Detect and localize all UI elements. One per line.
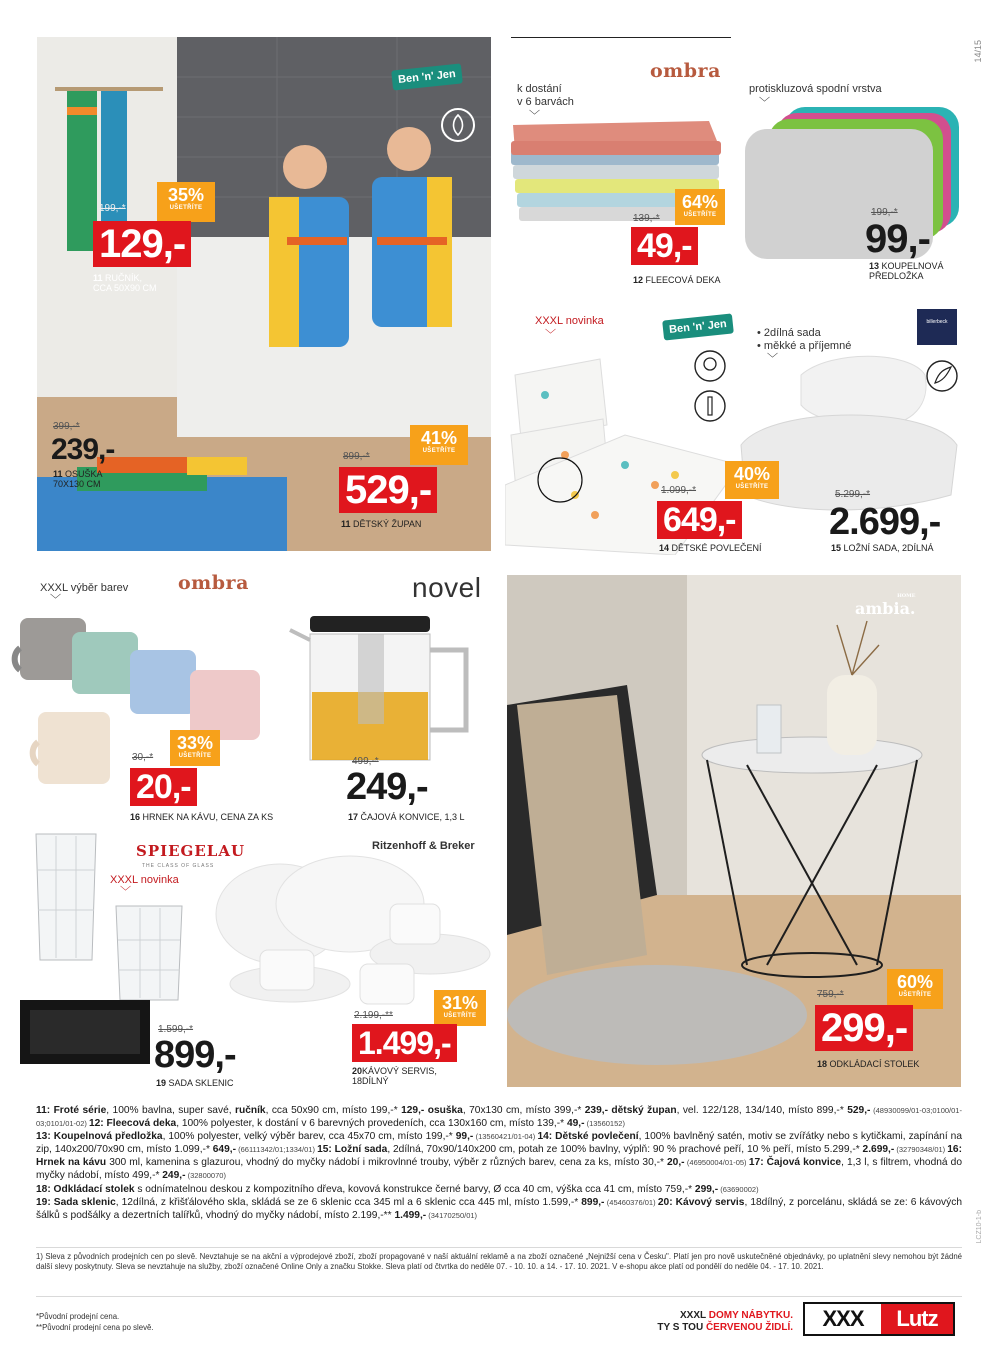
ombra-logo: ombra (650, 60, 721, 82)
desc-para-3: 18: Odkládací stolek s odnímatelnou deskou z kompozitního dřeva, kovová konstrukce černé barvy, Ø cca 40 cm, výška cca 41 cm, místo 759,-* 299,- (63690002) (36, 1183, 759, 1195)
robe-discount-badge: 41% UŠETŘÍTE (410, 425, 468, 465)
bath-towel-price: 239,- (51, 433, 115, 466)
teapot-old-price: 499,-* (352, 756, 379, 767)
bathmat-caption: 13 KOUPELNOVÁ PŘEDLOŽKA (869, 261, 944, 281)
benjen-logo: Ben 'n' Jen (391, 63, 463, 90)
billerbeck-logo: billerbeck (917, 309, 957, 345)
document-code: LCZ10-1-b (976, 1210, 983, 1244)
glasses-old-price: 1.599,-* (158, 1024, 194, 1035)
table-price: 299,- (815, 1005, 913, 1051)
robe-old-price: 899,-* (343, 451, 370, 462)
glasses-price: 899,- (154, 1034, 236, 1076)
arrow-down-icon: ﹀ (120, 886, 131, 898)
xxxl-novinka-note: XXXL novinka (535, 315, 604, 327)
textiles-panel (505, 37, 961, 297)
desc-para-2: 13: Koupelnová předložka, 100% polyester, velký výběr barev, cca 45x70 cm, místo 199,-* 99,- (13560421/01-04) 14: Dětské povlečení, 100% bavlněný satén, motiv se zvířátky nebo s kytičkami, zapínání na zip, 140x200/70x90 cm, místo 1.099,-* 649,- (66111342/01;1334/01) 15: Ložní sada, 2dílná, 70x90/140x200 cm, potah ze 100% bavlny, výplň: 90 % prachové peří, 10 % peří, místo 5.299,-* 2.699,- (32790348/01) 16: Hrnek na kávu 300 ml, kamenina s glazurou, vhodný do myčky nádobí i mikrovlnné trouby, výběr z různých barev, cena za ks, místo 30,-* 20,- (46950004/01-05) 17: Čajová konvice, 1,3 l, s filtrem, vhodná do myčky nádobí, místo 499,-* 249,- (32800070) (36, 1131, 962, 1182)
footnote: 1) Sleva z původních prodejních cen po slevě. Nevztahuje se na akční a výprodejové zboží, zboží propagované v naší aktuální reklamě a na zboží označené „Nejnižší cena v Česku". Platí jen pro nově uskutečněné objednávky, po uplatnění slevy nemohou být žádné další slevy poskytnuty. Sleva se nevztahuje na služby, zboží označené Online Only a značku Stokke. Sleva platí od čtvrtka do neděle 07. - 10. 10. a 14. - 17. 10. 2021. V e-shopu akce platí od pondělí do neděle 04. - 17. 10. 2021. (36, 1252, 962, 1271)
bedding-caption: 14 DĚTSKÉ POVLEČENÍ (659, 543, 762, 553)
xxxl-colors-note: XXXL výběr barev (40, 582, 129, 594)
bedding-discount-badge: 40% UŠETŘÍTE (725, 461, 779, 499)
fleece-old-price: 139,-* (633, 213, 660, 224)
robe-caption: 11 DĚTSKÝ ŽUPAN (341, 519, 422, 529)
coffee-discount-badge: 31% UŠETŘÍTE (434, 990, 486, 1026)
desc-para-4: 19: Sada sklenic, 12dílná, z křišťálového skla, skládá se ze 6 sklenic cca 345 ml a 6 sklenic cca 445 ml, místo 1.599,-* 899,- (45460376/01) 20: Kávový servis, 18dílný, z porcelánu, skládá se ze: 6 kávových šálků s podšálky a dezertních talířků, vhodný do myčky nádobí, místo 2.199,-** 1.499,- (34170250/01) (36, 1196, 962, 1221)
glasses-caption: 19 SADA SKLENIC (156, 1078, 234, 1088)
benjen-logo-2: Ben 'n' Jen (662, 313, 734, 340)
product-descriptions (36, 1104, 962, 1222)
coffee-old-price: 2.199,-** (354, 1010, 393, 1021)
fleece-caption: 12 FLEECOVÁ DEKA (633, 275, 721, 285)
desc-para-1: 11: Froté série, 100% bavlna, super savé, ručník, cca 50x90 cm, místo 199,-* 129,- osuška, 70x130 cm, místo 399,-* 239,- dětský župan, vel. 122/128, 134/140, místo 899,-* 529,- (48930099/01-03;0100/01-03;0101/01-02) 12: Fleecová deka, 100% polyester, k dostání v 6 barevných provedeních, cca 130x160 cm, místo 139,-* 49,- (13560152) (36, 1105, 962, 1130)
tableware-panel (10, 830, 496, 1092)
bathmat-price: 99,- (865, 217, 930, 261)
robe-price: 529,- (339, 467, 437, 513)
spiegelau-tagline: THE CLASS OF GLASS (142, 863, 215, 869)
xxxl-slogan: XXXL DOMY NÁBYTKU. TY S TOU ČERVENOU ŽIDLÍ. (657, 1310, 793, 1333)
logo-lutz-part: Lutz (881, 1304, 953, 1334)
coffee-price: 1.499,- (352, 1024, 457, 1062)
legend-original-price: *Původní prodejní cena. (36, 1312, 120, 1321)
duvet-points-note: • 2dílná sada • měkké a příjemné (757, 327, 852, 352)
top-rule (511, 37, 731, 38)
towel-old-price: 199,-* (99, 203, 126, 214)
xxxl-novinka-note-2: XXXL novinka (110, 874, 179, 886)
fleece-price: 49,- (631, 227, 698, 265)
footnote-divider (36, 1247, 962, 1248)
kitchen-panel (10, 570, 496, 830)
towel-price: 129,- (93, 221, 191, 267)
xxxlutz-logo (803, 1302, 955, 1336)
organic-cotton-icon (440, 107, 476, 143)
fleece-discount-badge: 64% UŠETŘÍTE (675, 189, 725, 225)
ambia-home-label: HOME (897, 593, 916, 599)
towel-caption: 11 RUČNÍK, CCA 50X90 CM (93, 273, 157, 293)
teapot-photo (286, 610, 482, 770)
bedding-panel (505, 305, 961, 555)
logo-xxx-part: XXX (805, 1304, 881, 1334)
towel-discount-badge: 35% UŠETŘÍTE (157, 182, 215, 222)
teapot-price: 249,- (346, 766, 428, 808)
colors-note: k dostání v 6 barvách (517, 83, 574, 108)
duvet-price: 2.699,- (829, 501, 941, 543)
bath-towel-old-price: 399,-* (53, 421, 80, 432)
mug-caption: 16 HRNEK NA KÁVU, CENA ZA KS (130, 812, 274, 822)
ombra-logo-2: ombra (178, 572, 249, 594)
legend-divider (36, 1296, 962, 1297)
bedding-old-price: 1.099,-* (661, 485, 697, 496)
table-caption: 18 ODKLÁDACÍ STOLEK (817, 1059, 920, 1069)
arrow-down-icon: ﹀ (529, 110, 540, 122)
bedding-price: 649,- (657, 501, 742, 539)
mug-price: 20,- (130, 768, 197, 806)
table-discount-badge: 60% UŠETŘÍTE (887, 969, 943, 1009)
bath-towel-caption: 11 OSUŠKA 70X130 CM (53, 469, 103, 489)
page-number: 14/15 (973, 40, 983, 63)
table-old-price: 759,-* (817, 989, 844, 1000)
ambia-logo (855, 593, 916, 618)
bathmat-old-price: 199,-* (871, 207, 898, 218)
spiegelau-logo: SPIEGELAU (136, 842, 246, 860)
legend-discounted-price: **Původní prodejní cena po slevě. (36, 1323, 154, 1332)
bathroom-panel (37, 37, 491, 551)
duvet-old-price: 5.299,-* (835, 489, 871, 500)
antislip-note: protiskluzová spodní vrstva (749, 83, 882, 95)
duvet-caption: 15 LOŽNÍ SADA, 2DÍLNÁ (831, 543, 934, 553)
mug-discount-badge: 33% UŠETŘÍTE (170, 730, 220, 766)
mug-old-price: 30,-* (132, 752, 154, 763)
novel-logo: novel (412, 572, 482, 603)
arrow-down-icon: ﹀ (50, 594, 61, 606)
arrow-down-icon: ﹀ (767, 353, 778, 365)
side-table-panel (507, 575, 961, 1087)
ambia-name: ambia. (855, 599, 916, 618)
arrow-down-icon: ﹀ (545, 329, 556, 341)
teapot-caption: 17 ČAJOVÁ KONVICE, 1,3 L (348, 812, 465, 822)
arrow-down-icon: ﹀ (759, 97, 770, 109)
ritzenhoff-logo: Ritzenhoff & Breker (372, 840, 475, 852)
coffee-caption: 20KÁVOVÝ SERVIS, 18DÍLNÝ (352, 1066, 437, 1086)
